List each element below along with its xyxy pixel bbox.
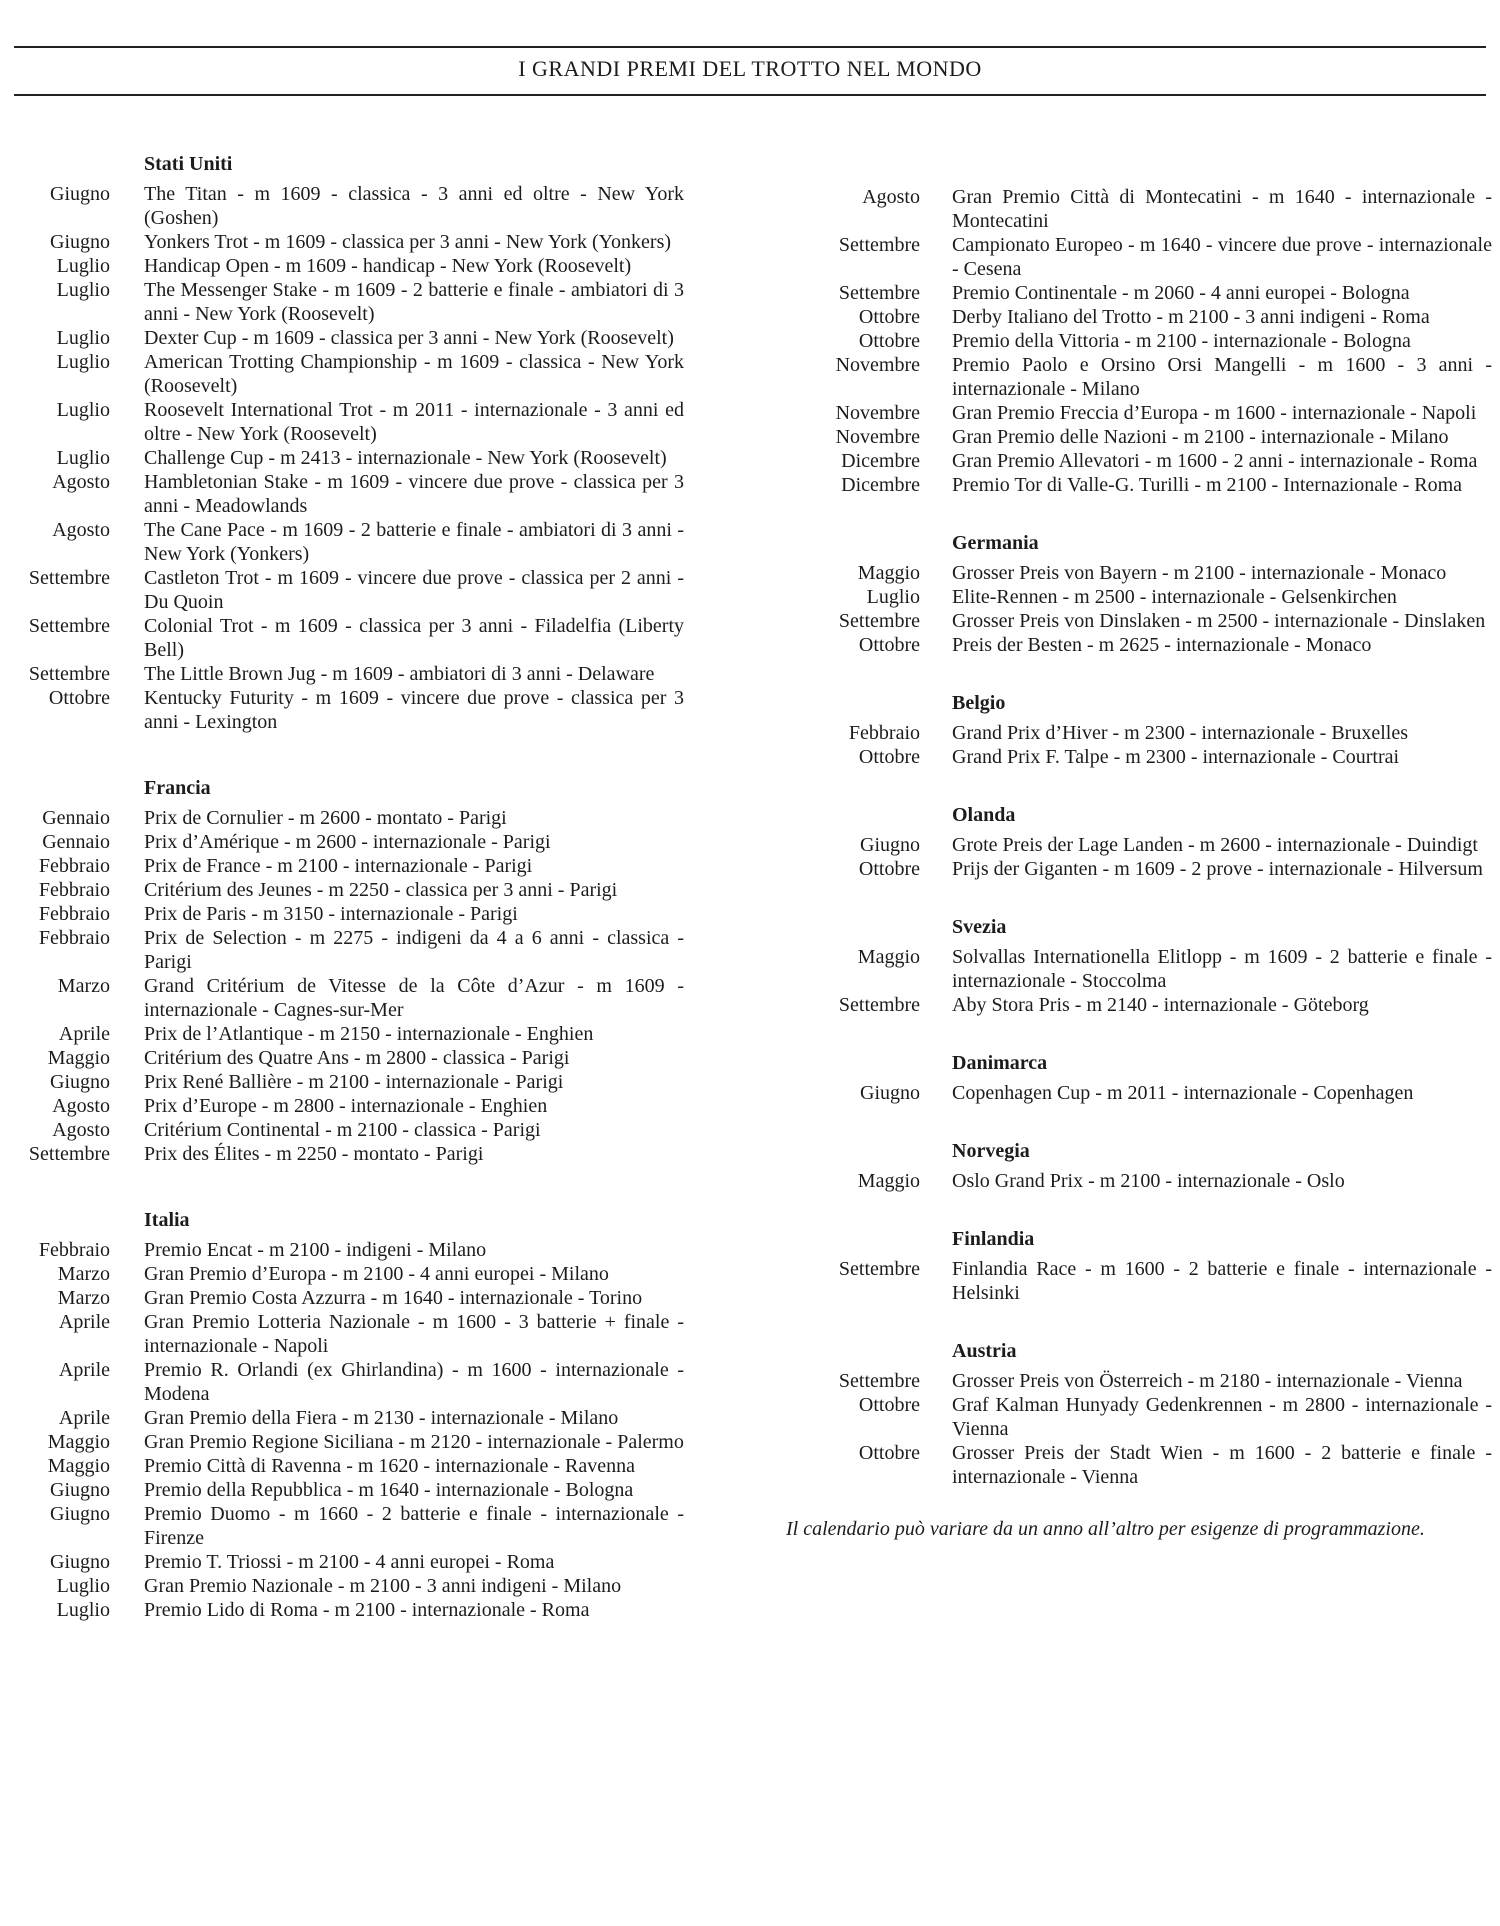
country-section	[790, 1139, 1492, 1193]
race-month: Aprile	[58, 1311, 110, 1333]
country-section	[790, 803, 1492, 881]
race-description: Prix de France - m 2100 - internazionale - Parigi	[144, 855, 533, 877]
race-description: Aby Stora Pris - m 2140 - internazionale - Göteborg	[952, 994, 1369, 1016]
race-description: Grosser Preis von Österreich - m 2180 - internazionale - Vienna	[952, 1370, 1463, 1392]
race-month: Luglio	[56, 279, 110, 301]
header-rule-top	[14, 46, 1486, 48]
country-section	[0, 776, 700, 1166]
race-description: Critérium des Jeunes - m 2250 - classica per 3 anni - Parigi	[144, 879, 618, 901]
race-month: Giugno	[860, 1082, 920, 1104]
race-description: Gran Premio Freccia d’Europa - m 1600 - internazionale - Napoli	[952, 402, 1477, 424]
race-description: Dexter Cup - m 1609 - classica per 3 anni - New York (Roosevelt)	[144, 327, 674, 349]
race-month: Giugno	[50, 231, 110, 253]
race-month: Novembre	[835, 354, 920, 376]
race-month: Marzo	[57, 1287, 110, 1309]
country-section	[790, 531, 1492, 657]
country-heading: Germania	[952, 532, 1039, 554]
country-heading: Svezia	[952, 916, 1007, 938]
race-entry	[0, 1454, 700, 1478]
country-section	[790, 691, 1492, 769]
race-entry	[0, 278, 700, 326]
race-month: Febbraio	[38, 903, 110, 925]
race-entry	[790, 401, 1492, 425]
race-description: Campionato Europeo - m 1640 - vincere due prove - internazionale - Cesena	[952, 234, 1492, 280]
race-entry	[790, 585, 1492, 609]
race-description: Premio della Repubblica - m 1640 - internazionale - Bologna	[144, 1479, 634, 1501]
race-month: Ottobre	[858, 330, 920, 352]
race-month: Marzo	[57, 1263, 110, 1285]
race-entry	[0, 1070, 700, 1094]
race-entry	[790, 233, 1492, 281]
race-entry	[790, 1169, 1492, 1193]
race-entry	[790, 1369, 1492, 1393]
race-entry	[0, 1094, 700, 1118]
race-entry	[790, 945, 1492, 993]
race-entry	[0, 1262, 700, 1286]
race-month: Luglio	[56, 1599, 110, 1621]
country-heading: Francia	[144, 777, 211, 799]
race-entry	[0, 1478, 700, 1502]
race-description: Gran Premio Regione Siciliana - m 2120 - internazionale - Palermo	[144, 1431, 684, 1453]
race-description: Grosser Preis von Dinslaken - m 2500 - internazionale - Dinslaken	[952, 610, 1486, 632]
race-description: Prix d’Amérique - m 2600 - internazionale - Parigi	[144, 831, 551, 853]
race-entry	[0, 182, 700, 230]
race-month: Luglio	[56, 327, 110, 349]
race-month: Maggio	[47, 1431, 110, 1453]
race-entry	[0, 518, 700, 566]
race-month: Luglio	[56, 399, 110, 421]
race-description: Gran Premio Città di Montecatini - m 1640 - internazionale - Montecatini	[952, 186, 1492, 232]
race-month: Febbraio	[38, 879, 110, 901]
race-description: The Cane Pace - m 1609 - 2 batterie e finale - ambiatori di 3 anni - New York (Yonkers)	[144, 519, 684, 565]
race-entry	[0, 254, 700, 278]
race-entry	[0, 854, 700, 878]
race-entry	[790, 609, 1492, 633]
race-month: Agosto	[52, 1119, 110, 1141]
race-description: Premio T. Triossi - m 2100 - 4 anni europei - Roma	[144, 1551, 555, 1573]
race-entry	[0, 1238, 700, 1262]
race-description: Prix de l’Atlantique - m 2150 - internazionale - Enghien	[144, 1023, 594, 1045]
race-description: Kentucky Futurity - m 1609 - vincere due prove - classica per 3 anni - Lexington	[144, 687, 684, 733]
country-section	[790, 185, 1492, 497]
race-month: Giugno	[50, 1071, 110, 1093]
race-description: Gran Premio delle Nazioni - m 2100 - internazionale - Milano	[952, 426, 1449, 448]
race-month: Settembre	[838, 1258, 920, 1280]
race-month: Settembre	[838, 994, 920, 1016]
race-description: The Little Brown Jug - m 1609 - ambiatori di 3 anni - Delaware	[144, 663, 655, 685]
race-month: Dicembre	[841, 474, 920, 496]
race-month: Febbraio	[38, 1239, 110, 1261]
race-month: Settembre	[838, 610, 920, 632]
race-entry	[790, 993, 1492, 1017]
race-description: Premio Tor di Valle-G. Turilli - m 2100 - Internazionale - Roma	[952, 474, 1463, 496]
race-description: Challenge Cup - m 2413 - internazionale - New York (Roosevelt)	[144, 447, 667, 469]
race-entry	[790, 473, 1492, 497]
race-month: Maggio	[857, 1170, 920, 1192]
race-entry	[0, 1430, 700, 1454]
race-description: Prix de Selection - m 2275 - indigeni da 4 a 6 anni - classica - Parigi	[144, 927, 684, 973]
left-column	[0, 152, 700, 1622]
race-entry	[0, 1286, 700, 1310]
race-description: Prix de Paris - m 3150 - internazionale - Parigi	[144, 903, 518, 925]
race-description: Oslo Grand Prix - m 2100 - internazionale - Oslo	[952, 1170, 1345, 1192]
race-month: Ottobre	[48, 687, 110, 709]
race-month: Maggio	[47, 1455, 110, 1477]
race-month: Dicembre	[841, 450, 920, 472]
race-entry	[0, 230, 700, 254]
race-entry	[0, 1118, 700, 1142]
race-month: Settembre	[28, 615, 110, 637]
country-section	[0, 152, 700, 734]
race-description: Grand Critérium de Vitesse de la Côte d’Azur - m 1609 - internazionale - Cagnes-sur-Mer	[144, 975, 684, 1021]
country-heading: Finlandia	[952, 1228, 1035, 1250]
country-heading: Olanda	[952, 804, 1016, 826]
race-month: Aprile	[58, 1407, 110, 1429]
country-heading: Italia	[144, 1209, 190, 1231]
race-description: Gran Premio d’Europa - m 2100 - 4 anni europei - Milano	[144, 1263, 609, 1285]
race-month: Ottobre	[858, 306, 920, 328]
race-entry	[0, 1502, 700, 1550]
race-description: Premio Duomo - m 1660 - 2 batterie e finale - internazionale - Firenze	[144, 1503, 684, 1549]
race-description: Prix de Cornulier - m 2600 - montato - Parigi	[144, 807, 507, 829]
country-section	[790, 1051, 1492, 1105]
race-entry	[0, 1142, 700, 1166]
race-month: Aprile	[58, 1359, 110, 1381]
race-entry	[0, 974, 700, 1022]
race-entry	[790, 833, 1492, 857]
race-entry	[790, 449, 1492, 473]
race-entry	[0, 614, 700, 662]
race-description: Castleton Trot - m 1609 - vincere due prove - classica per 2 anni - Du Quoin	[144, 567, 684, 613]
race-entry	[790, 721, 1492, 745]
race-entry	[790, 305, 1492, 329]
race-description: Roosevelt International Trot - m 2011 - internazionale - 3 anni ed oltre - New York (Roosevelt)	[144, 399, 684, 445]
race-entry	[790, 857, 1492, 881]
country-section	[790, 1339, 1492, 1489]
race-entry	[0, 878, 700, 902]
race-entry	[0, 686, 700, 734]
race-description: Hambletonian Stake - m 1609 - vincere due prove - classica per 3 anni - Meadowlands	[144, 471, 684, 517]
race-entry	[790, 745, 1492, 769]
race-description: Premio Città di Ravenna - m 1620 - internazionale - Ravenna	[144, 1455, 635, 1477]
race-entry	[0, 398, 700, 446]
race-entry	[0, 830, 700, 854]
section-gap	[790, 1017, 1492, 1051]
race-month: Maggio	[857, 562, 920, 584]
race-month: Luglio	[56, 255, 110, 277]
race-month: Febbraio	[38, 927, 110, 949]
country-heading: Belgio	[952, 692, 1006, 714]
race-entry	[0, 1550, 700, 1574]
race-month: Ottobre	[858, 746, 920, 768]
race-entry	[0, 566, 700, 614]
race-month: Giugno	[860, 834, 920, 856]
race-entry	[0, 806, 700, 830]
country-section	[790, 915, 1492, 1017]
race-month: Settembre	[28, 663, 110, 685]
right-column	[786, 185, 1492, 1541]
race-month: Agosto	[862, 186, 920, 208]
race-entry	[790, 1081, 1492, 1105]
race-month: Ottobre	[858, 858, 920, 880]
race-entry	[0, 1022, 700, 1046]
race-entry	[790, 633, 1492, 657]
race-description: Prix des Élites - m 2250 - montato - Parigi	[144, 1143, 484, 1165]
race-month: Gennaio	[42, 831, 110, 853]
race-entry	[790, 185, 1492, 233]
country-section	[790, 1227, 1492, 1305]
race-entry	[0, 926, 700, 974]
section-gap	[790, 1305, 1492, 1339]
race-month: Agosto	[52, 1095, 110, 1117]
section-gap	[0, 1166, 700, 1208]
race-month: Novembre	[835, 426, 920, 448]
page-title: I GRANDI PREMI DEL TROTTO NEL MONDO	[518, 56, 982, 81]
race-month: Marzo	[57, 975, 110, 997]
race-description: Premio Paolo e Orsino Orsi Mangelli - m 1600 - 3 anni - internazionale - Milano	[952, 354, 1492, 400]
race-description: Copenhagen Cup - m 2011 - internazionale - Copenhagen	[952, 1082, 1414, 1104]
race-description: Premio Lido di Roma - m 2100 - internazionale - Roma	[144, 1599, 590, 1621]
race-month: Settembre	[28, 567, 110, 589]
race-entry	[0, 1598, 700, 1622]
race-month: Settembre	[838, 234, 920, 256]
race-month: Luglio	[866, 586, 920, 608]
race-entry	[0, 662, 700, 686]
race-description: American Trotting Championship - m 1609 - classica - New York (Roosevelt)	[144, 351, 684, 397]
race-description: Grosser Preis der Stadt Wien - m 1600 - 2 batterie e finale - internazionale - Vienna	[952, 1442, 1492, 1488]
race-month: Giugno	[50, 1503, 110, 1525]
race-description: Graf Kalman Hunyady Gedenkrennen - m 2800 - internazionale - Vienna	[952, 1394, 1492, 1440]
race-description: Gran Premio della Fiera - m 2130 - internazionale - Milano	[144, 1407, 619, 1429]
race-description: Elite-Rennen - m 2500 - internazionale - Gelsenkirchen	[952, 586, 1397, 608]
section-gap	[790, 881, 1492, 915]
race-description: Gran Premio Allevatori - m 1600 - 2 anni - internazionale - Roma	[952, 450, 1478, 472]
race-month: Febbraio	[848, 722, 920, 744]
race-entry	[790, 561, 1492, 585]
race-month: Ottobre	[858, 1442, 920, 1464]
race-month: Giugno	[50, 183, 110, 205]
race-entry	[0, 350, 700, 398]
race-entry	[790, 1441, 1492, 1489]
race-description: Premio R. Orlandi (ex Ghirlandina) - m 1600 - internazionale - Modena	[144, 1359, 684, 1405]
race-month: Febbraio	[38, 855, 110, 877]
race-entry	[0, 1046, 700, 1070]
country-section	[0, 1208, 700, 1622]
race-month: Giugno	[50, 1479, 110, 1501]
race-entry	[0, 446, 700, 470]
calendar-note: Il calendario può variare da un anno all’altro per esigenze di programmazione.	[786, 1518, 1425, 1540]
race-entry	[790, 1393, 1492, 1441]
race-description: Colonial Trot - m 1609 - classica per 3 anni - Filadelfia (Liberty Bell)	[144, 615, 684, 661]
country-heading: Austria	[952, 1340, 1017, 1362]
race-description: The Messenger Stake - m 1609 - 2 batterie e finale - ambiatori di 3 anni - New York (Roosevelt)	[144, 279, 684, 325]
country-heading: Danimarca	[952, 1052, 1048, 1074]
race-description: Critérium Continental - m 2100 - classica - Parigi	[144, 1119, 541, 1141]
country-heading: Norvegia	[952, 1140, 1030, 1162]
race-month: Settembre	[28, 1143, 110, 1165]
section-gap	[790, 497, 1492, 531]
race-month: Novembre	[835, 402, 920, 424]
race-entry	[0, 1310, 700, 1358]
race-month: Aprile	[58, 1023, 110, 1045]
race-description: Preis der Besten - m 2625 - internazionale - Monaco	[952, 634, 1372, 656]
section-gap	[790, 657, 1492, 691]
race-description: Handicap Open - m 1609 - handicap - New York (Roosevelt)	[144, 255, 632, 277]
race-month: Gennaio	[42, 807, 110, 829]
race-description: The Titan - m 1609 - classica - 3 anni ed oltre - New York (Goshen)	[144, 183, 684, 229]
race-entry	[0, 1574, 700, 1598]
race-description: Premio Continentale - m 2060 - 4 anni europei - Bologna	[952, 282, 1410, 304]
race-entry	[0, 470, 700, 518]
race-entry	[790, 425, 1492, 449]
race-month: Settembre	[838, 1370, 920, 1392]
race-month: Giugno	[50, 1551, 110, 1573]
race-month: Agosto	[52, 519, 110, 541]
race-entry	[790, 1257, 1492, 1305]
race-month: Luglio	[56, 351, 110, 373]
race-month: Maggio	[857, 946, 920, 968]
race-description: Finlandia Race - m 1600 - 2 batterie e finale - internazionale - Helsinki	[952, 1258, 1492, 1304]
race-description: Grote Preis der Lage Landen - m 2600 - internazionale - Duindigt	[952, 834, 1478, 856]
race-description: Yonkers Trot - m 1609 - classica per 3 anni - New York (Yonkers)	[144, 231, 672, 253]
section-gap	[790, 1105, 1492, 1139]
race-description: Prix d’Europe - m 2800 - internazionale - Enghien	[144, 1095, 548, 1117]
race-entry	[790, 281, 1492, 305]
race-entry	[0, 1358, 700, 1406]
section-gap	[790, 769, 1492, 803]
race-month: Luglio	[56, 447, 110, 469]
section-gap	[0, 734, 700, 776]
race-description: Prijs der Giganten - m 1609 - 2 prove - internazionale - Hilversum	[952, 858, 1483, 880]
race-entry	[790, 353, 1492, 401]
race-description: Grand Prix F. Talpe - m 2300 - internazionale - Courtrai	[952, 746, 1400, 768]
race-month: Luglio	[56, 1575, 110, 1597]
race-entry	[0, 1406, 700, 1430]
race-description: Gran Premio Lotteria Nazionale - m 1600 - 3 batterie + finale - internazionale - Napoli	[144, 1311, 684, 1357]
race-month: Settembre	[838, 282, 920, 304]
header-rule-bottom	[14, 94, 1486, 96]
section-gap	[790, 1193, 1492, 1227]
race-month: Maggio	[47, 1047, 110, 1069]
race-month: Ottobre	[858, 1394, 920, 1416]
race-description: Derby Italiano del Trotto - m 2100 - 3 anni indigeni - Roma	[952, 306, 1430, 328]
race-description: Prix René Ballière - m 2100 - internazionale - Parigi	[144, 1071, 564, 1093]
country-heading: Stati Uniti	[144, 153, 233, 175]
race-description: Solvallas Internationella Elitlopp - m 1609 - 2 batterie e finale - internazionale - Stoccolma	[952, 946, 1492, 992]
race-entry	[0, 326, 700, 350]
race-description: Grand Prix d’Hiver - m 2300 - internazionale - Bruxelles	[952, 722, 1408, 744]
race-description: Premio Encat - m 2100 - indigeni - Milano	[144, 1239, 487, 1261]
race-description: Critérium des Quatre Ans - m 2800 - classica - Parigi	[144, 1047, 570, 1069]
race-description: Gran Premio Nazionale - m 2100 - 3 anni indigeni - Milano	[144, 1575, 622, 1597]
race-entry	[0, 902, 700, 926]
race-description: Gran Premio Costa Azzurra - m 1640 - internazionale - Torino	[144, 1287, 643, 1309]
race-month: Agosto	[52, 471, 110, 493]
race-entry	[790, 329, 1492, 353]
race-description: Premio della Vittoria - m 2100 - internazionale - Bologna	[952, 330, 1411, 352]
race-month: Ottobre	[858, 634, 920, 656]
race-description: Grosser Preis von Bayern - m 2100 - internazionale - Monaco	[952, 562, 1447, 584]
